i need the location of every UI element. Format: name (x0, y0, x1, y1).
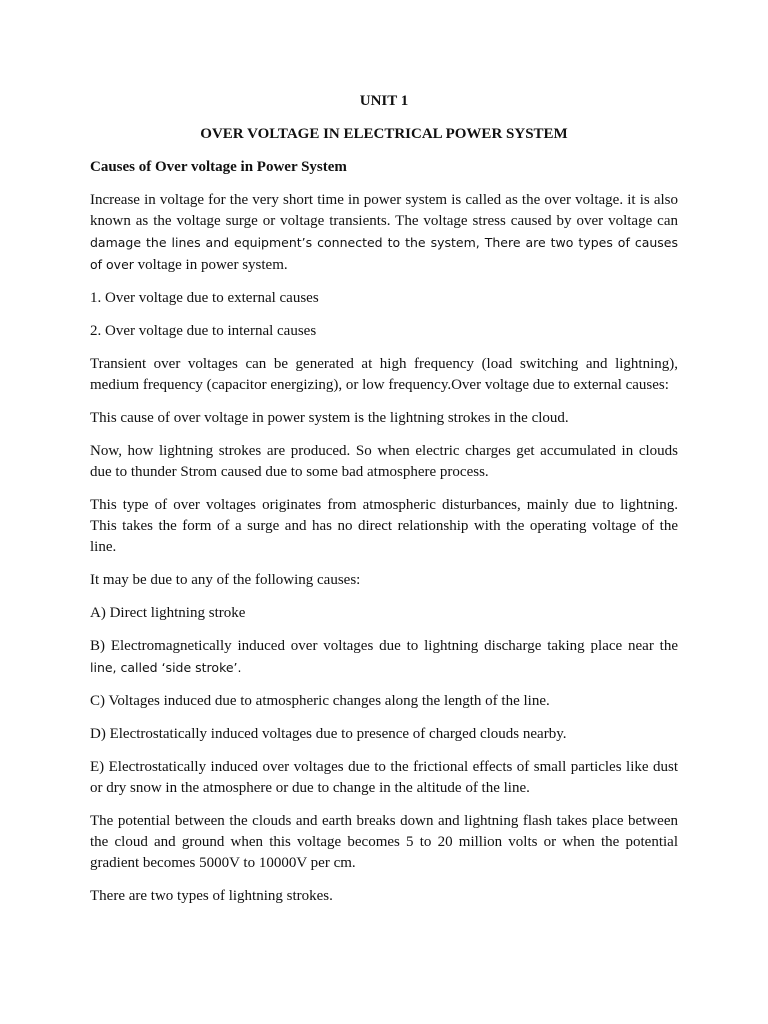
intro-text-1: Increase in voltage for the very short time in power system is called as the over voltage. it is also known as the voltage surge or voltage transients. The voltage stress caused by over voltage can (90, 192, 678, 229)
cause-c-item: C) Voltages induced due to atmospheric changes along the length of the line. (90, 693, 550, 709)
intro-text-3: voltage in power system. (133, 257, 288, 273)
list-item-internal: 2. Over voltage due to internal causes (90, 323, 317, 339)
cause-e-item: E) Electrostatically induced over voltages due to the frictional effects of small particles like dust or dry snow in the atmosphere or due to change in the altitude of the line. (90, 759, 678, 796)
cause-d-item: D) Electrostatically induced voltages due to presence of charged clouds nearby. (90, 726, 567, 742)
lightning-cause-paragraph: This cause of over voltage in power system is the lightning strokes in the cloud. (90, 410, 569, 426)
originates-paragraph: This type of over voltages originates from atmospheric disturbances, mainly due to lightning. This takes the form of a surge and has no direct relationship with the operating voltage of the line. (90, 497, 678, 555)
document-title: OVER VOLTAGE IN ELECTRICAL POWER SYSTEM (200, 126, 568, 142)
cause-b-text-1: B) Electromagnetically induced over voltages due to lightning discharge taking place near the (90, 638, 678, 654)
unit-heading: UNIT 1 (359, 93, 409, 109)
cause-b-text-2: line, called ‘side stroke’. (90, 660, 242, 675)
following-causes-paragraph: It may be due to any of the following causes: (90, 572, 361, 588)
how-produced-paragraph: Now, how lightning strokes are produced. So when electric charges get accumulated in clouds due to thunder Strom caused due to some bad atmosphere process. (90, 443, 678, 480)
section-heading: Causes of Over voltage in Power System (90, 159, 347, 175)
two-types-paragraph: There are two types of lightning strokes. (90, 888, 333, 904)
document-body (90, 91, 678, 919)
potential-paragraph: The potential between the clouds and earth breaks down and lightning flash takes place between the cloud and ground when this voltage becomes 5 to 20 million volts or when the potential gradient becomes 5000V to 10000V per cm. (90, 813, 678, 871)
cause-b-item (90, 636, 678, 679)
transient-paragraph: Transient over voltages can be generated at high frequency (load switching and lightning), medium frequency (capacitor energizing), or low frequency.Over voltage due to external causes: (90, 356, 678, 393)
intro-paragraph (90, 190, 678, 276)
cause-a-item: A) Direct lightning stroke (90, 605, 246, 621)
list-item-external: 1. Over voltage due to external causes (90, 290, 319, 306)
intro-text-2: damage the lines and equipment’s connected to the system, There are two types of causes of over (90, 235, 678, 272)
